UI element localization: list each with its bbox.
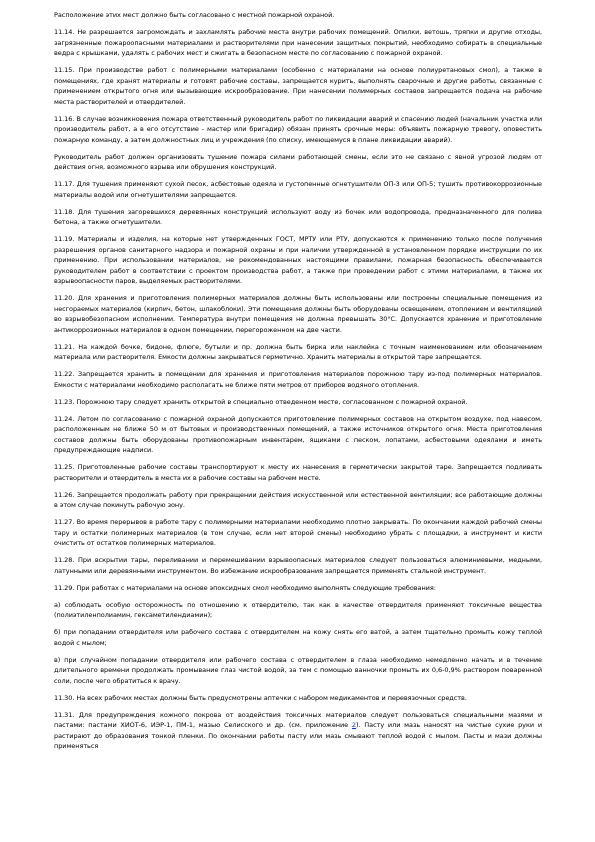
paragraph-11-21: 11.21. На каждой бочке, бидоне, флюге, бутыли и пр. должна быть бирка или наклейка с точным наименованием или обозначением материала или растворителя. Емкости должны закрываться герметично. Хранить материалы в открытой таре запрещается. [54,342,542,361]
paragraph-11-14: 11.14. Не разрешается загромождать и захламлять рабочие места внутри рабочих помещений. Опилки, ветошь, тряпки и другие отходы, загрязненные пожароопасными материалами и растворителями при нанесении защитных покрытий, необходимо собирать в специальные ведра с крышками, удалять с рабочих мест и сжигать в безопасном месте по согласованию с пожарной охраной. [54,28,542,57]
paragraph-11-31-text-after: ). Пасту или мазь наносят на чистые сухие руки и растирают до образования тонкой пленки. По окончании работы пасту или мазь смывают теплой водой с мылом. Пасты и мази должны применяться [54,721,542,750]
paragraph-11-28: 11.28. При вскрытии тары, переливании и перемешивании взрывоопасных материалов следует пользоваться алюминиевыми, медными, латунными или деревянными инструментом. Во избежание искрообразования запрещается применять стальной инструмент. [54,556,542,575]
paragraph-11-18: 11.18. Для тушения загоревшихся деревянных конструкций используют воду из бочек или водопровода, предназначенного для полива бетона, а также огнетушители. [54,207,542,226]
paragraph-11-30: 11.30. На всех рабочих местах должны быть предусмотрены аптечки с набором медикаментов и перевязочных средств. [54,693,467,702]
paragraph-placement-note: Расположение этих мест должно быть согласовано с местной пожарной охраной. [54,11,335,19]
paragraph-11-17: 11.17. Для тушения применяют сухой песок, асбестовые одеяла и густопенные огнетушители ОП-3 или ОП-5; тушить противокоррозионные материалы водой или огнетушителями запрещается. [54,180,542,199]
appendix-link[interactable]: 2 [351,721,357,729]
paragraph-11-29-a: а) соблюдать особую осторожность по отношению к отвердителю, так как в качестве отвердителя применяют токсичные вещества (полиэтиленполиамин, гексаметилендиамин); [54,600,542,619]
paragraph-11-20: 11.20. Для хранения и приготовления полимерных материалов должны быть использованы или построены специальные помещения из несгораемых материалов (кирпич, бетон, шлакоблоки). Эти помещения должны быть оборудованы освещением, отоплением и вентиляцией во взрывобезопасном исполнении. Температура внутри помещения не должна превышать 30°С. Допускается хранение и приготовление антикоррозионных материалов в одном помещении, перегороженном на две части. [54,294,542,334]
paragraph-11-29: 11.29. При работах с материалами на основе эпоксидных смол необходимо выполнять следующие требования: [54,583,436,592]
paragraph-11-26: 11.26. Запрещается продолжать работу при прекращении действия искусственной или естественной вентиляции; все работающие должны в этом случае покинуть рабочую зону. [54,490,542,509]
paragraph-11-23: 11.23. Порожнюю тару следует хранить открытой в специально отведенном месте, согласованном с пожарной охраной. [54,397,468,406]
paragraph-11-24: 11.24. Летом по согласованию с пожарной охраной допускается приготовление полимерных составов на открытом воздухе, под навесом, расположенным не ближе 50 м от бытовых и производственных помещений, а также источников открытого огня. Места приготовления составов должны быть оборудованы противопожарным инвентарем, ящиками с песком, лопатами, асбестовыми одеялами и иметь предупреждающие надписи. [54,414,542,454]
paragraph-supervisor: Руководитель работ должен организовать тушение пожара силами работающей смены, если это не связано с явной угрозой людям от действия огня, возможного взрыва или обрушения конструкций. [54,152,542,171]
paragraph-11-29-c: в) при случайном попадании отвердителя или рабочего состава с отвердителем в глаза необходимо немедленно начать и в течение длительного времени продолжать промывание глаз чистой водой, за тем с помощью ванночки промыть их 0,6-0,9% раствором поваренной соли, после чего обратиться к врачу. [54,655,542,685]
paragraph-11-25: 11.25. Приготовленные рабочие составы транспортируют к месту их нанесения в герметически закрытой таре. Запрещается подливать растворители и отвердитель в места их в рабочие составы на рабочем месте. [54,463,542,482]
paragraph-11-31 [54,710,542,752]
paragraph-11-27: 11.27. Во время перерывов в работе тару с полимерными материалами необходимо плотно закрывать. По окончании каждой рабочей смены тару и остатки полимерных материалов (в том случае, если нет второй смены) необходимо убрать с площадки, а инструмент и кисти очистить от остатков полимерных материалов. [54,518,542,547]
paragraph-11-22: 11.22. Запрещается хранить в помещении для хранения и приготовления материалов порожнюю тару из-под полимерных материалов. Емкости с материалами необходимо располагать не ближе пяти метров от приборов водяного отопления. [54,370,542,389]
paragraph-11-29-b: б) при попадании отвердителя или рабочего состава с отвердителем на кожу снять его ватой, а затем тщательно промыть кожу теплой водой с мылом; [54,628,542,647]
paragraph-11-15: 11.15. При производстве работ с полимерными материалами (особенно с материалами на основе полиуретановых смол), а также в помещениях, где хранят материалы и готовят рабочие составы, запрещается курить, выполнять сварочные и другие работы, связанные с применением открытого огня или вызывающие искрообразование. При нанесении полимерных составов запрещается подача на рабочие места растворителей и отвердителей. [54,66,542,106]
paragraph-11-16: 11.16. В случае возникновения пожара ответственный руководитель работ по ликвидации аварий и спасению людей (начальник участка или производитель работ, а в его отсутствие - мастер или бригадир) обязан принять срочные меры: объявить пожарную тревогу, оповестить пожарную команду, а затем должностных лиц и учреждения (по списку, имеющемуся в плане ликвидации аварий). [54,114,542,144]
document-page [54,10,542,758]
paragraph-11-19: 11.19. Материалы и изделия, на которые нет утвержденных ГОСТ, МРТУ или РТУ, допускаются к применению только после получения разрешения органов санитарного надзора и пожарной охраны и при наличии утвержденной в установленном порядке инструкции по их применению. При использовании материалов, не рекомендованных настоящими правилами, пожарная безопасность обеспечивается руководителем работ в соответствии с проектом производства работ, а также при проведении работ с этими материалами, в также их взрывоопасности паров, выделяемых растворителями. [54,235,542,285]
paragraph-11-31-text-before: 11.31. Для предупреждения кожного покрова от воздействия токсичных материалов следует пользоваться специальными мазями и пастами: пастами ХИОТ-6, ИЭР-1, ПМ-1, мазью Селисского и др. (см. приложение [54,710,542,729]
